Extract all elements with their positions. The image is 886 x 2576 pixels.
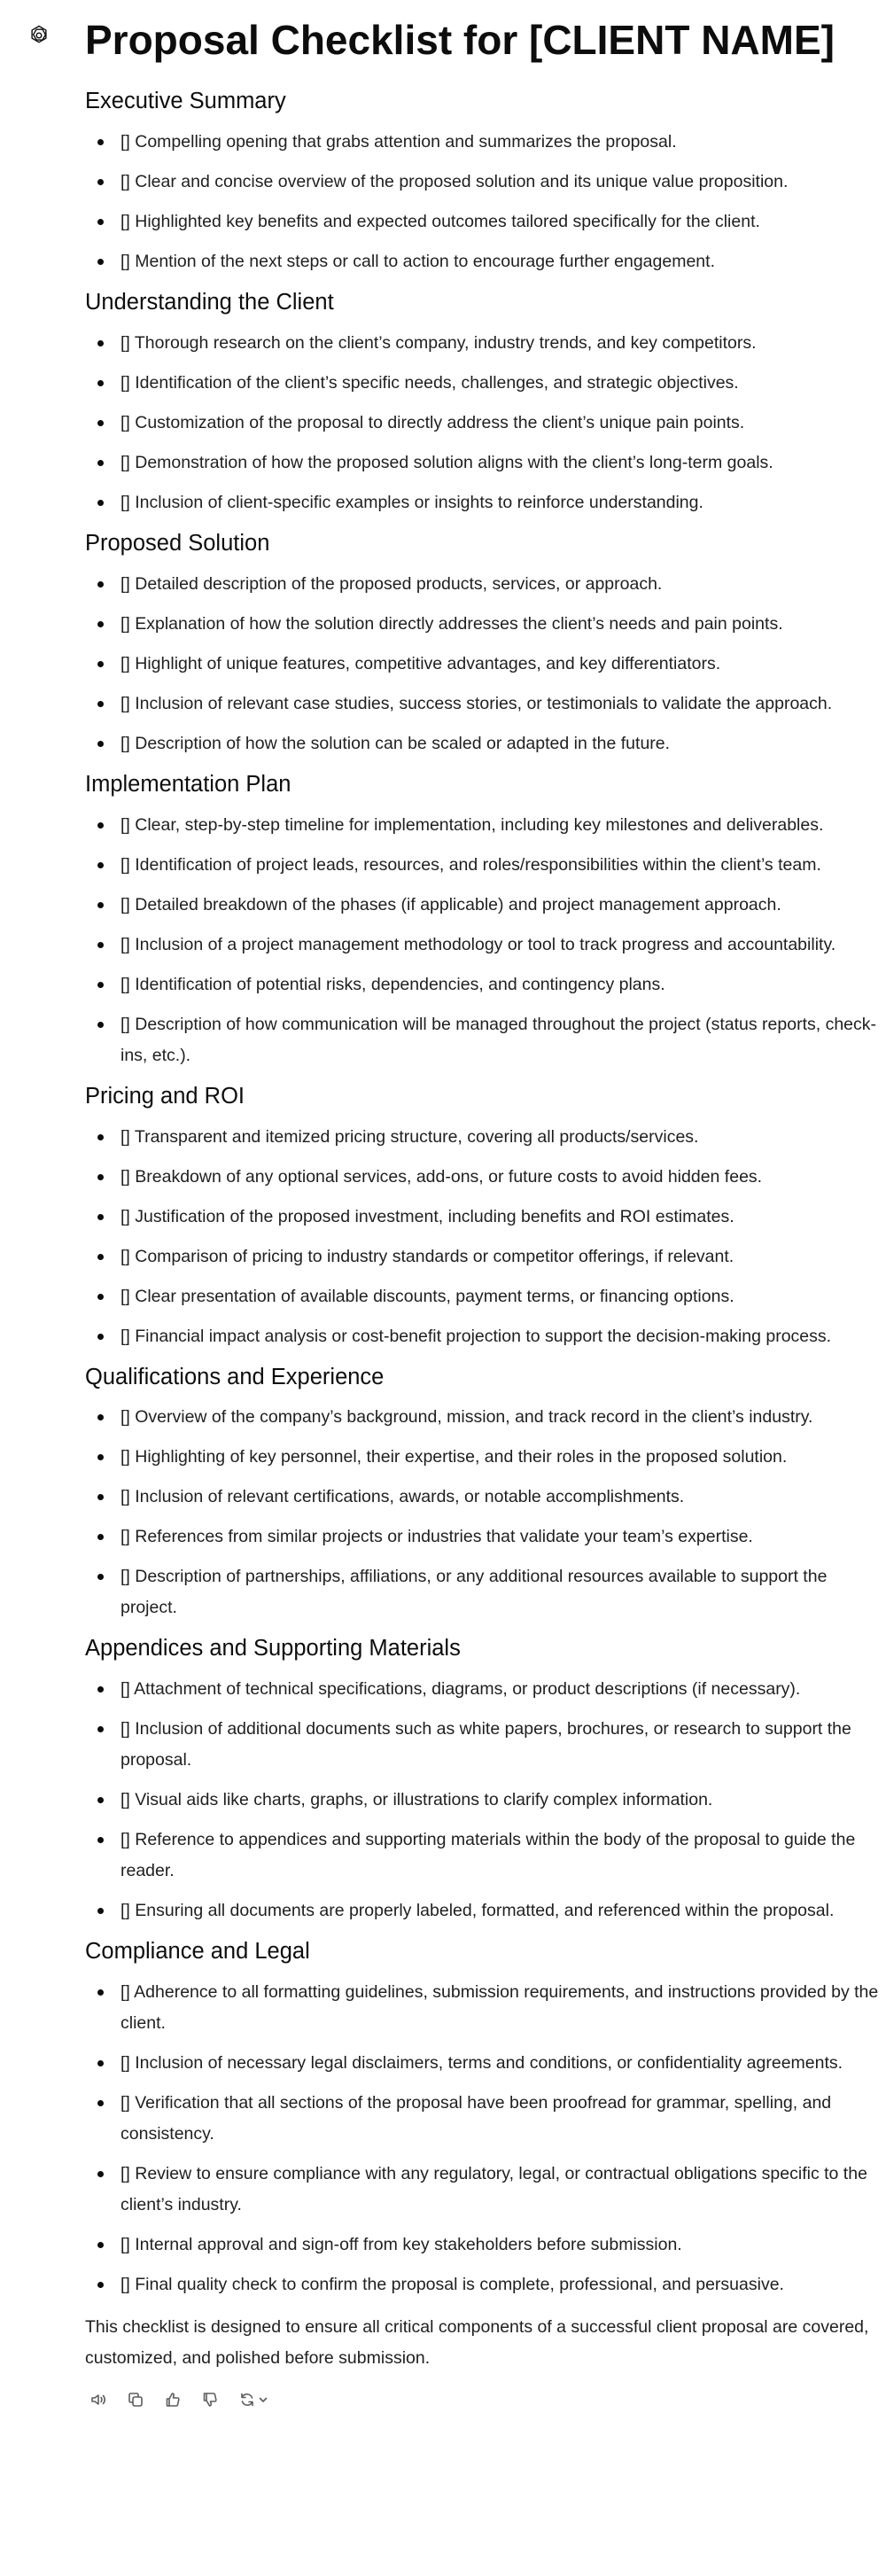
- checklist-item: [] Description of how communication will be managed throughout the project (status reports, check-ins, etc.).: [85, 1009, 882, 1071]
- checklist-item: [] Internal approval and sign-off from key stakeholders before submission.: [85, 2230, 882, 2261]
- thumbs-down-button[interactable]: [197, 2386, 223, 2413]
- checklist-item: [] Highlighted key benefits and expected outcomes tailored specifically for the client.: [85, 206, 882, 237]
- checklist-item: [] Clear, step-by-step timeline for implementation, including key milestones and deliverables.: [85, 810, 882, 841]
- section-heading: Qualifications and Experience: [85, 1364, 385, 1389]
- checklist-item: [] Justification of the proposed investment, including benefits and ROI estimates.: [85, 1202, 882, 1233]
- section-heading: Proposed Solution: [85, 530, 270, 556]
- checklist-item: [] Inclusion of necessary legal disclaimers, terms and conditions, or confidentiality agreements.: [85, 2048, 882, 2079]
- checklist-section: [85, 530, 882, 759]
- checklist-item: [] Transparent and itemized pricing structure, covering all products/services.: [85, 1122, 882, 1153]
- checklist-item: [] Inclusion of relevant case studies, success stories, or testimonials to validate the approach.: [85, 689, 882, 720]
- checklist-item: [] Detailed breakdown of the phases (if applicable) and project management approach.: [85, 890, 882, 921]
- checklist-item: [] Attachment of technical specifications, diagrams, or product descriptions (if necessary).: [85, 1674, 882, 1705]
- section-heading: Implementation Plan: [85, 771, 291, 797]
- checklist-item: [] Inclusion of a project management methodology or tool to track progress and accountability.: [85, 930, 882, 961]
- checklist: [85, 1977, 882, 2300]
- checklist-item: [] Clear and concise overview of the proposed solution and its unique value proposition.: [85, 167, 882, 198]
- checklist-item: [] Compelling opening that grabs attention and summarizes the proposal.: [85, 127, 882, 158]
- checklist-item: [] Description of partnerships, affiliations, or any additional resources available to support the project.: [85, 1561, 882, 1623]
- checklist-item: [] Inclusion of relevant certifications, awards, or notable accomplishments.: [85, 1482, 882, 1513]
- checklist-item: [] Review to ensure compliance with any regulatory, legal, or contractual obligations specific to the client’s industry.: [85, 2159, 882, 2221]
- assistant-message: [85, 16, 882, 2413]
- checklist-item: [] Inclusion of additional documents such as white papers, brochures, or research to support the proposal.: [85, 1714, 882, 1776]
- checklist-item: [] Identification of potential risks, dependencies, and contingency plans.: [85, 969, 882, 1000]
- checklist: [85, 569, 882, 759]
- checklist-section: [85, 1083, 882, 1352]
- checklist: [85, 127, 882, 277]
- checklist-item: [] Visual aids like charts, graphs, or illustrations to clarify complex information.: [85, 1785, 882, 1816]
- section-heading: Understanding the Client: [85, 290, 334, 315]
- thumbs-up-button[interactable]: [159, 2386, 186, 2413]
- thumbs-up-icon: [164, 2391, 182, 2409]
- checklist-item: [] Comparison of pricing to industry standards or competitor offerings, if relevant.: [85, 1241, 882, 1272]
- checklist-section: [85, 1938, 882, 2300]
- checklist-item: [] Demonstration of how the proposed solution aligns with the client’s long-term goals.: [85, 447, 882, 479]
- checklist-sections: [85, 88, 882, 2300]
- checklist-item: [] Adherence to all formatting guidelines, submission requirements, and instructions provided by the client.: [85, 1977, 882, 2039]
- copy-button[interactable]: [122, 2386, 149, 2413]
- checklist-item: [] Thorough research on the client’s company, industry trends, and key competitors.: [85, 328, 882, 359]
- checklist-item: [] Overview of the company’s background, mission, and track record in the client’s industry.: [85, 1402, 882, 1433]
- checklist-section: [85, 289, 882, 518]
- checklist-item: [] Breakdown of any optional services, add-ons, or future costs to avoid hidden fees.: [85, 1162, 882, 1193]
- checklist: [85, 1402, 882, 1623]
- copy-icon: [127, 2391, 144, 2409]
- checklist-item: [] References from similar projects or industries that validate your team’s expertise.: [85, 1521, 882, 1553]
- regenerate-button[interactable]: [234, 2386, 273, 2413]
- checklist-item: [] Highlight of unique features, competitive advantages, and key differentiators.: [85, 649, 882, 680]
- checklist-item: [] Description of how the solution can be scaled or adapted in the future.: [85, 728, 882, 759]
- page-title: Proposal Checklist for [CLIENT NAME]: [85, 17, 835, 63]
- checklist-item: [] Reference to appendices and supporting materials within the body of the proposal to guide the reader.: [85, 1825, 882, 1887]
- checklist-section: [85, 1364, 882, 1624]
- checklist-item: [] Verification that all sections of the proposal have been proofread for grammar, spelling, and consistency.: [85, 2088, 882, 2150]
- regenerate-icon: [238, 2391, 256, 2409]
- checklist: [85, 810, 882, 1071]
- checklist-item: [] Customization of the proposal to directly address the client’s unique pain points.: [85, 408, 882, 439]
- checklist-item: [] Explanation of how the solution directly addresses the client’s needs and pain points.: [85, 609, 882, 640]
- thumbs-down-icon: [201, 2391, 219, 2409]
- checklist-item: [] Clear presentation of available discounts, payment terms, or financing options.: [85, 1281, 882, 1312]
- openai-logo-icon: [27, 23, 51, 48]
- section-heading: Compliance and Legal: [85, 1939, 310, 1965]
- checklist: [85, 1122, 882, 1352]
- checklist-section: [85, 88, 882, 277]
- section-heading: Executive Summary: [85, 89, 286, 114]
- section-heading: Appendices and Supporting Materials: [85, 1636, 461, 1662]
- message-actions: [85, 2386, 882, 2413]
- checklist-section: [85, 1635, 882, 1926]
- checklist-item: [] Inclusion of client-specific examples or insights to reinforce understanding.: [85, 487, 882, 518]
- checklist-item: [] Financial impact analysis or cost-benefit projection to support the decision-making process.: [85, 1321, 882, 1352]
- chevron-down-icon: [258, 2394, 268, 2405]
- checklist-item: [] Identification of project leads, resources, and roles/responsibilities within the client’s team.: [85, 850, 882, 881]
- assistant-avatar: [25, 21, 53, 50]
- checklist-item: [] Final quality check to confirm the proposal is complete, professional, and persuasive.: [85, 2269, 882, 2300]
- section-heading: Pricing and ROI: [85, 1083, 245, 1109]
- checklist-item: [] Mention of the next steps or call to action to encourage further engagement.: [85, 246, 882, 277]
- closing-summary: This checklist is designed to ensure all critical components of a successful client proposal are covered, customized, and polished before submission.: [85, 2317, 869, 2369]
- read-aloud-icon: [89, 2391, 107, 2409]
- checklist: [85, 328, 882, 518]
- checklist: [85, 1674, 882, 1926]
- checklist-item: [] Detailed description of the proposed products, services, or approach.: [85, 569, 882, 600]
- checklist-item: [] Highlighting of key personnel, their expertise, and their roles in the proposed solution.: [85, 1442, 882, 1473]
- checklist-item: [] Ensuring all documents are properly labeled, formatted, and referenced within the proposal.: [85, 1895, 882, 1926]
- read-aloud-button[interactable]: [85, 2386, 112, 2413]
- checklist-item: [] Identification of the client’s specific needs, challenges, and strategic objectives.: [85, 368, 882, 399]
- checklist-section: [85, 771, 882, 1071]
